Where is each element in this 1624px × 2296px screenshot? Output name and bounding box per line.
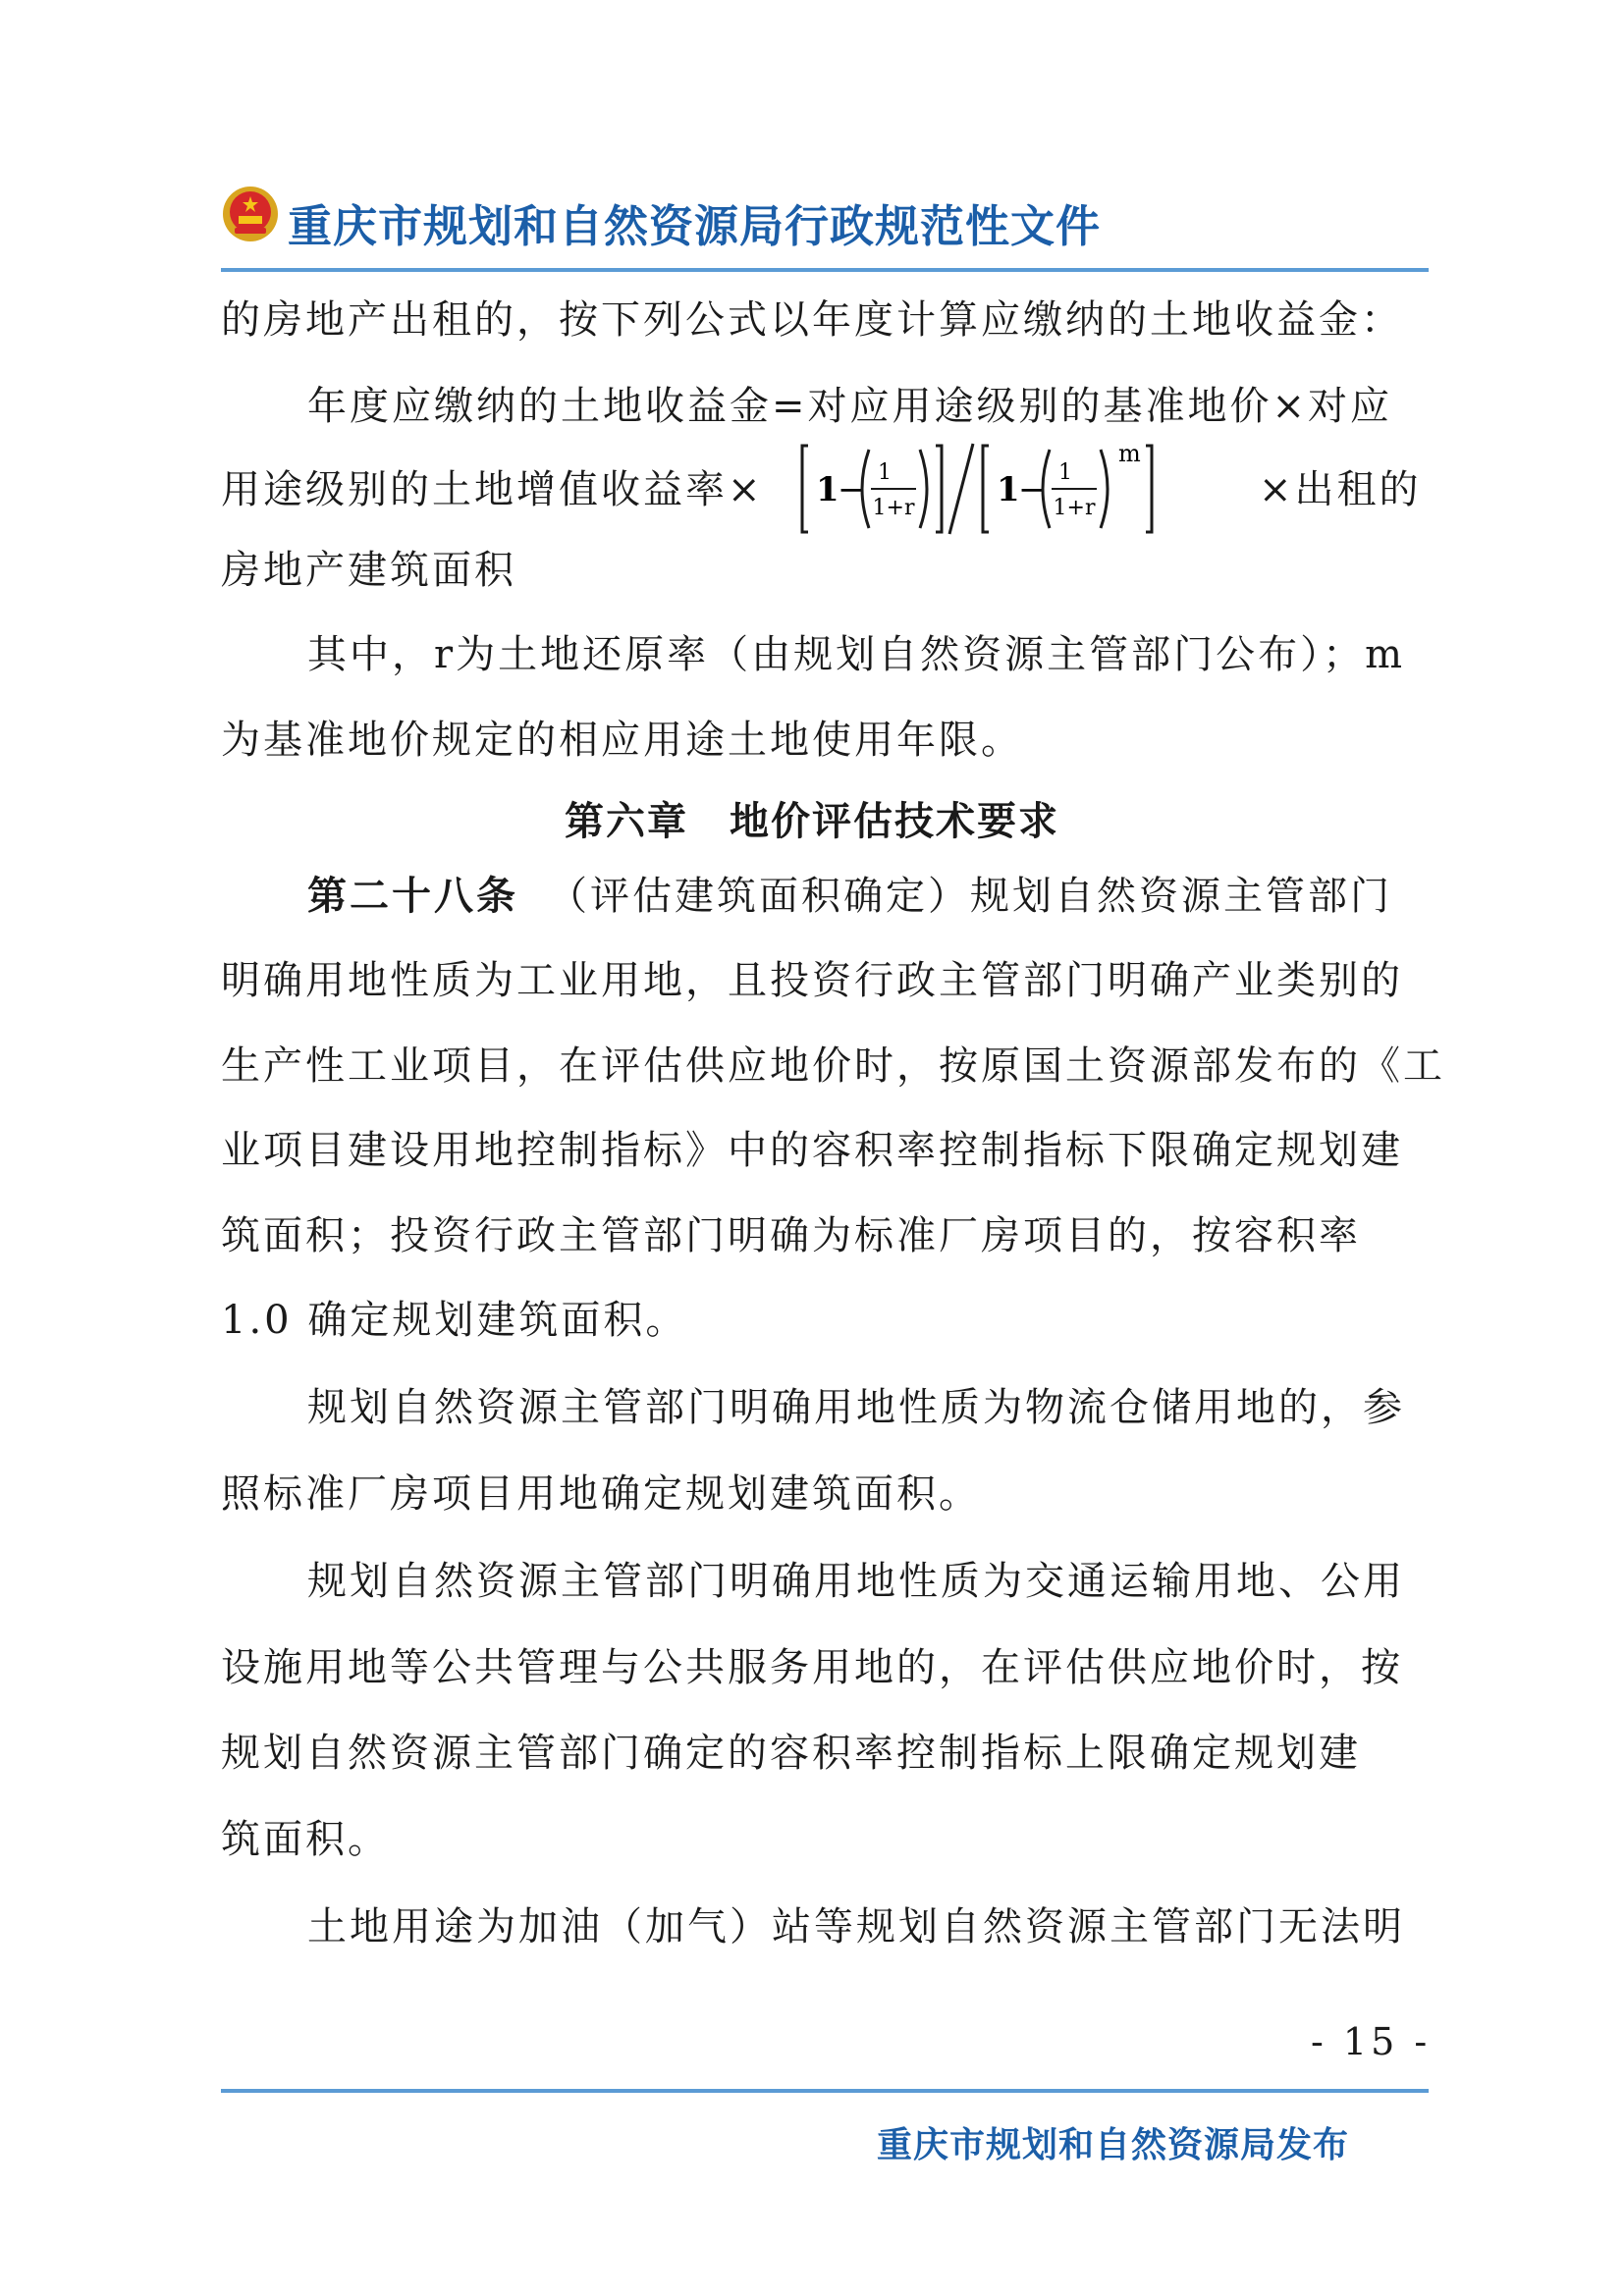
paragraph-line: 规划自然资源主管部门明确用地性质为交通运输用地、公用 xyxy=(307,1559,1405,1604)
document-header xyxy=(221,183,1429,273)
header-title: 重庆市规划和自然资源局行政规范性文件 xyxy=(288,200,1102,252)
left-bracket xyxy=(802,446,808,532)
fraction-denominator: 1+r xyxy=(1053,496,1096,520)
left-bracket xyxy=(983,446,989,532)
article-line xyxy=(307,873,1392,920)
paragraph-line: 设施用地等公共管理与公共服务用地的，在评估供应地价时，按 xyxy=(221,1645,1403,1690)
formula-one: 1 xyxy=(997,470,1020,509)
footer-divider xyxy=(221,2089,1429,2093)
paragraph-line: ×出租的 xyxy=(1259,467,1422,512)
right-paren xyxy=(920,450,927,528)
national-emblem-icon xyxy=(221,185,280,243)
paragraph-line: 的房地产出租的，按下列公式以年度计算应缴纳的土地收益金： xyxy=(221,297,1403,343)
paragraph-line: 生产性工业项目，在评估供应地价时，按原国土资源部发布的《工 xyxy=(221,1043,1445,1089)
paragraph-line: 筑面积。 xyxy=(221,1817,390,1862)
chapter-heading: 第六章 地价评估技术要求 xyxy=(565,799,1059,844)
paragraph-line: 年度应缴纳的土地收益金=对应用途级别的基准地价×对应 xyxy=(307,384,1393,429)
fraction-denominator: 1+r xyxy=(872,496,915,520)
land-revenue-formula xyxy=(800,440,1232,538)
paragraph-line: 明确用地性质为工业用地，且投资行政主管部门明确产业类别的 xyxy=(221,958,1403,1003)
paragraph-line: 规划自然资源主管部门确定的容积率控制指标上限确定规划建 xyxy=(221,1731,1361,1776)
right-bracket xyxy=(1146,446,1152,532)
fraction-numerator: 1 xyxy=(878,460,892,485)
article-text: （评估建筑面积确定）规划自然资源主管部门 xyxy=(548,874,1392,919)
paragraph-line: 规划自然资源主管部门明确用地性质为物流仓储用地的，参 xyxy=(307,1385,1405,1430)
formula-exponent: m xyxy=(1118,440,1141,467)
formula-minus: − xyxy=(1018,470,1047,509)
page-number: - 15 - xyxy=(1311,2020,1432,2063)
header-divider xyxy=(221,268,1429,272)
paragraph-line: 为基准地价规定的相应用途土地使用年限。 xyxy=(221,718,1023,763)
right-paren xyxy=(1101,450,1108,528)
paragraph-line: 房地产建筑面积 xyxy=(221,548,516,593)
paragraph-line: 其中，r为土地还原率（由规划自然资源主管部门公布）；m xyxy=(307,632,1406,677)
paragraph-line: 用途级别的土地增值收益率× xyxy=(221,467,764,512)
footer-publisher: 重庆市规划和自然资源局发布 xyxy=(877,2125,1350,2165)
paragraph-line: 筑面积；投资行政主管部门明确为标准厂房项目的，按容积率 xyxy=(221,1213,1361,1258)
formula-one: 1 xyxy=(816,470,839,509)
paragraph-line: 1.0 确定规划建筑面积。 xyxy=(221,1298,688,1343)
left-paren xyxy=(862,450,869,528)
paragraph-line: 照标准厂房项目用地确定规划建筑面积。 xyxy=(221,1471,981,1517)
paragraph-line: 土地用途为加油（加气）站等规划自然资源主管部门无法明 xyxy=(307,1904,1405,1949)
left-paren xyxy=(1043,450,1050,528)
fraction-numerator: 1 xyxy=(1058,460,1072,485)
article-number: 第二十八条 xyxy=(307,874,518,919)
paragraph-line: 业项目建设用地控制指标》中的容积率控制指标下限确定规划建 xyxy=(221,1128,1403,1173)
formula-minus: − xyxy=(838,470,866,509)
division-slash xyxy=(949,444,973,534)
right-bracket xyxy=(936,446,942,532)
